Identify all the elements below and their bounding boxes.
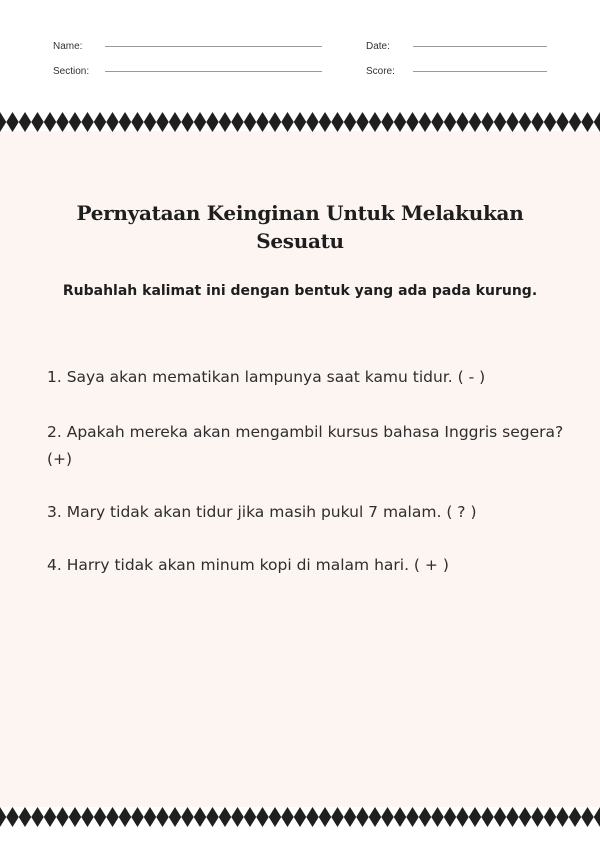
diamond-shape	[481, 112, 494, 132]
date-line[interactable]	[413, 46, 547, 47]
question-item: 3. Mary tidak akan tidur jika masih pukul 7 malam. ( ? )	[47, 503, 477, 521]
score-field[interactable]	[366, 66, 547, 77]
diamond-shape	[269, 807, 282, 827]
name-line[interactable]	[105, 46, 322, 47]
diamond-shape	[381, 112, 394, 132]
diamond-shape	[319, 112, 332, 132]
question-item: 1. Saya akan mematikan lampunya saat kamu tidur. ( - )	[47, 368, 486, 386]
diamond-shape	[256, 807, 269, 827]
diamond-shape	[31, 807, 44, 827]
diamond-shape	[219, 112, 232, 132]
diamond-shape	[556, 807, 569, 827]
top-diamond-border	[0, 112, 600, 132]
diamond-shape	[81, 112, 94, 132]
diamond-shape	[94, 112, 107, 132]
diamond-shape	[194, 807, 207, 827]
diamond-shape	[106, 112, 119, 132]
diamond-shape	[19, 807, 32, 827]
question-item: 4. Harry tidak akan minum kopi di malam hari. ( + )	[47, 556, 449, 574]
diamond-shape	[469, 807, 482, 827]
diamond-shape	[44, 112, 57, 132]
diamond-shape	[231, 112, 244, 132]
diamond-shape	[0, 112, 6, 132]
diamond-shape	[6, 112, 19, 132]
diamond-shape	[19, 112, 32, 132]
score-line[interactable]	[413, 71, 547, 72]
section-field[interactable]	[53, 66, 322, 77]
diamond-shape	[556, 112, 569, 132]
diamond-shape	[469, 112, 482, 132]
diamond-shape	[519, 807, 532, 827]
diamond-shape	[519, 112, 532, 132]
date-field[interactable]	[366, 41, 547, 52]
diamond-shape	[106, 807, 119, 827]
diamond-shape	[294, 112, 307, 132]
name-label: Name:	[53, 41, 83, 52]
diamond-shape	[306, 112, 319, 132]
diamond-shape	[419, 112, 432, 132]
diamond-shape	[119, 112, 132, 132]
diamond-shape	[406, 112, 419, 132]
worksheet-instruction: Rubahlah kalimat ini dengan bentuk yang ada pada kurung.	[62, 283, 538, 299]
diamond-shape	[481, 807, 494, 827]
diamond-shape	[131, 112, 144, 132]
diamond-shape	[281, 807, 294, 827]
diamond-shape	[0, 807, 6, 827]
diamond-shape	[206, 112, 219, 132]
diamond-shape	[406, 807, 419, 827]
diamond-shape	[531, 807, 544, 827]
diamond-shape	[119, 807, 132, 827]
worksheet-header	[0, 0, 600, 112]
question-item: 2. Apakah mereka akan mengambil kursus bahasa Inggris segera? (+)	[47, 423, 564, 468]
section-label: Section:	[53, 66, 90, 77]
diamond-shape	[256, 112, 269, 132]
diamond-shape	[231, 807, 244, 827]
bottom-diamond-border	[0, 807, 600, 827]
diamond-shape	[344, 112, 357, 132]
diamond-shape	[31, 112, 44, 132]
diamond-shape	[194, 112, 207, 132]
diamond-shape	[544, 112, 557, 132]
diamond-shape	[56, 112, 69, 132]
diamond-shape	[319, 807, 332, 827]
name-field[interactable]	[53, 41, 322, 52]
diamond-shape	[219, 807, 232, 827]
diamond-shape	[144, 112, 157, 132]
diamond-shape	[44, 807, 57, 827]
diamond-shape	[419, 807, 432, 827]
diamond-shape	[131, 807, 144, 827]
diamond-shape	[6, 807, 19, 827]
diamond-shape	[594, 807, 600, 827]
diamond-shape	[369, 807, 382, 827]
diamond-shape	[69, 807, 82, 827]
diamond-shape	[569, 807, 582, 827]
section-line[interactable]	[105, 71, 322, 72]
diamond-shape	[444, 112, 457, 132]
diamond-shape	[169, 807, 182, 827]
diamond-shape	[331, 807, 344, 827]
diamond-shape	[269, 112, 282, 132]
diamond-shape	[594, 112, 600, 132]
diamond-shape	[569, 112, 582, 132]
diamond-shape	[369, 112, 382, 132]
diamond-shape	[281, 112, 294, 132]
diamond-shape	[244, 112, 257, 132]
diamond-shape	[544, 807, 557, 827]
worksheet-title: Pernyataan Keinginan Untuk Melakukan Sesuatu	[76, 201, 524, 253]
date-label: Date:	[366, 41, 390, 52]
diamond-shape	[169, 112, 182, 132]
diamond-shape	[181, 807, 194, 827]
diamond-shape	[356, 807, 369, 827]
diamond-shape	[431, 112, 444, 132]
diamond-shape	[456, 112, 469, 132]
diamond-shape	[344, 807, 357, 827]
diamond-shape	[431, 807, 444, 827]
diamond-shape	[506, 112, 519, 132]
diamond-shape	[244, 807, 257, 827]
footer-margin	[0, 827, 600, 848]
diamond-shape	[69, 112, 82, 132]
diamond-shape	[156, 807, 169, 827]
diamond-shape	[331, 112, 344, 132]
diamond-shape	[294, 807, 307, 827]
diamond-shape	[506, 807, 519, 827]
diamond-shape	[306, 807, 319, 827]
diamond-shape	[394, 807, 407, 827]
diamond-shape	[581, 807, 594, 827]
diamond-shape	[56, 807, 69, 827]
diamond-shape	[394, 112, 407, 132]
diamond-shape	[494, 112, 507, 132]
diamond-shape	[356, 112, 369, 132]
diamond-shape	[456, 807, 469, 827]
diamond-shape	[181, 112, 194, 132]
diamond-shape	[94, 807, 107, 827]
diamond-shape	[444, 807, 457, 827]
diamond-shape	[531, 112, 544, 132]
diamond-shape	[494, 807, 507, 827]
diamond-shape	[206, 807, 219, 827]
diamond-shape	[581, 112, 594, 132]
diamond-shape	[381, 807, 394, 827]
score-label: Score:	[366, 66, 395, 77]
diamond-shape	[144, 807, 157, 827]
diamond-shape	[81, 807, 94, 827]
diamond-shape	[156, 112, 169, 132]
